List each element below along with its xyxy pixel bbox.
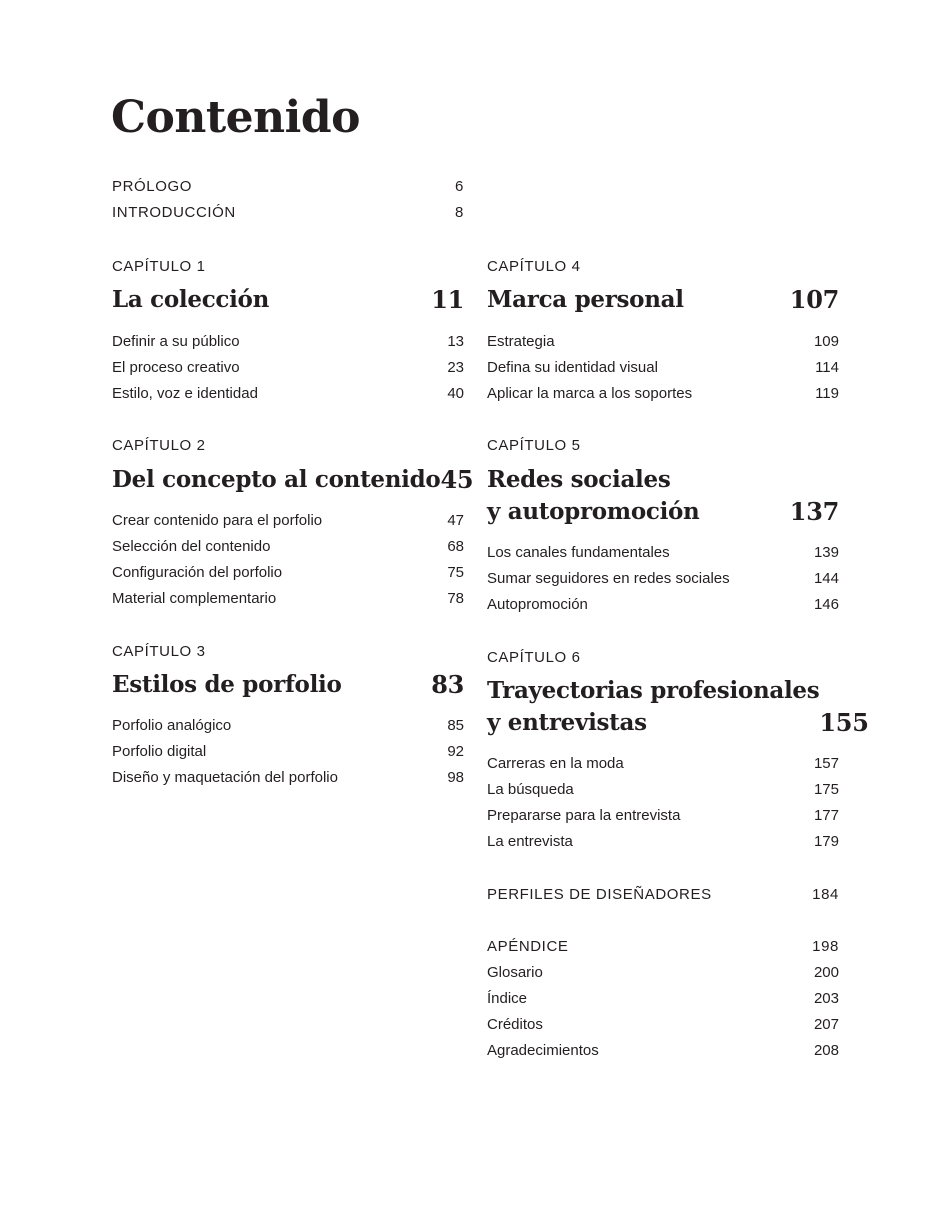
- entry-label: Configuración del porfolio: [112, 564, 283, 581]
- toc-entry[interactable]: [112, 512, 464, 530]
- chapter-page: 137: [789, 497, 839, 526]
- toc-entry[interactable]: [487, 1016, 839, 1034]
- entry-page: 92: [447, 743, 464, 760]
- toc-entry-prologo[interactable]: [112, 178, 464, 196]
- chapter-title-line: y entrevistas: [487, 709, 647, 736]
- entry-page: 109: [813, 333, 839, 350]
- toc-entry-apendice[interactable]: [487, 938, 839, 956]
- toc-entry[interactable]: [112, 333, 464, 351]
- entry-page: 78: [447, 590, 464, 607]
- toc-entry[interactable]: [487, 544, 839, 562]
- entry-page: 75: [447, 564, 464, 581]
- entry-page: 119: [815, 385, 839, 402]
- entry-label: Estilo, voz e identidad: [112, 385, 258, 402]
- entry-label: Porfolio digital: [112, 743, 207, 760]
- chapter-title-line: y autopromoción: [487, 498, 700, 525]
- entry-page: 198: [812, 938, 839, 955]
- entry-page: 13: [447, 333, 464, 350]
- entry-label: Sumar seguidores en redes sociales: [487, 570, 730, 587]
- entry-page: 114: [815, 359, 839, 376]
- toc-entry[interactable]: [487, 385, 839, 403]
- entry-label: Diseño y maquetación del porfolio: [112, 769, 338, 786]
- entry-label: Carreras en la moda: [487, 755, 624, 772]
- toc-entry[interactable]: [487, 755, 839, 773]
- entry-page: 200: [813, 964, 839, 981]
- entry-label: La entrevista: [487, 833, 573, 850]
- toc-entry[interactable]: [487, 990, 839, 1008]
- entry-label: Porfolio analógico: [112, 717, 232, 734]
- entry-label: Aplicar la marca a los soportes: [487, 385, 693, 402]
- entry-page: 144: [813, 570, 839, 587]
- chapter-page: 83: [431, 670, 464, 699]
- entry-label: INTRODUCCIÓN: [112, 204, 236, 221]
- toc-entry-perfiles[interactable]: [487, 886, 839, 904]
- toc-entry[interactable]: [487, 359, 839, 377]
- entry-page: 139: [813, 544, 839, 561]
- toc-entry[interactable]: [112, 717, 464, 735]
- entry-page: 157: [813, 755, 839, 772]
- entry-label: Selección del contenido: [112, 538, 271, 555]
- chapter-5-kicker: CAPÍTULO 5: [487, 437, 581, 454]
- toc-entry[interactable]: [487, 596, 839, 614]
- entry-label: Estrategia: [487, 333, 555, 350]
- entry-label: Índice: [487, 990, 528, 1007]
- chapter-title-line: Trayectorias profesionales: [487, 677, 820, 704]
- chapter-1-kicker: CAPÍTULO 1: [112, 258, 206, 275]
- chapter-1-title[interactable]: [112, 284, 464, 316]
- entry-label: El proceso creativo: [112, 359, 240, 376]
- chapter-title-line: Estilos de porfolio: [112, 671, 342, 698]
- entry-label: APÉNDICE: [487, 938, 569, 955]
- entry-page: 208: [813, 1042, 839, 1059]
- toc-entry[interactable]: [112, 590, 464, 608]
- entry-page: 47: [447, 512, 464, 529]
- entry-label: Defina su identidad visual: [487, 359, 658, 376]
- toc-entry-introduccion[interactable]: [112, 204, 464, 222]
- entry-page: 68: [447, 538, 464, 555]
- toc-entry[interactable]: [112, 359, 464, 377]
- toc-entry[interactable]: [112, 564, 464, 582]
- entry-page: 98: [447, 769, 464, 786]
- chapter-5-title[interactable]: [487, 464, 839, 528]
- toc-entry[interactable]: [487, 781, 839, 799]
- entry-page: 203: [813, 990, 839, 1007]
- toc-entry[interactable]: [112, 769, 464, 787]
- chapter-3-kicker: CAPÍTULO 3: [112, 643, 206, 660]
- chapter-2-kicker: CAPÍTULO 2: [112, 437, 206, 454]
- toc-entry[interactable]: [487, 964, 839, 982]
- entry-label: Prepararse para la entrevista: [487, 807, 681, 824]
- chapter-6-kicker: CAPÍTULO 6: [487, 649, 581, 666]
- entry-label: Glosario: [487, 964, 543, 981]
- entry-page: 179: [813, 833, 839, 850]
- entry-label: Crear contenido para el porfolio: [112, 512, 323, 529]
- toc-entry[interactable]: [487, 807, 839, 825]
- entry-label: Los canales fundamentales: [487, 544, 670, 561]
- entry-label: PERFILES DE DISEÑADORES: [487, 886, 712, 903]
- chapter-4-kicker: CAPÍTULO 4: [487, 258, 581, 275]
- chapter-page: 155: [819, 708, 869, 737]
- entry-page: 177: [813, 807, 839, 824]
- chapter-6-title[interactable]: [487, 675, 869, 739]
- chapter-title-line: Del concepto al contenido: [112, 466, 441, 493]
- toc-entry[interactable]: [487, 1042, 839, 1060]
- toc-entry[interactable]: [112, 538, 464, 556]
- entry-page: 175: [813, 781, 839, 798]
- entry-label: La búsqueda: [487, 781, 574, 798]
- entry-label: Material complementario: [112, 590, 277, 607]
- entry-page: 207: [813, 1016, 839, 1033]
- toc-entry[interactable]: [487, 833, 839, 851]
- chapter-4-title[interactable]: [487, 284, 839, 316]
- toc-entry[interactable]: [487, 570, 839, 588]
- chapter-page: 45: [440, 465, 474, 494]
- chapter-title-line: Redes sociales: [487, 466, 671, 493]
- chapter-page: 11: [431, 285, 464, 314]
- entry-page: 85: [447, 717, 464, 734]
- entry-page: 23: [447, 359, 464, 376]
- page-title: Contenido: [111, 92, 360, 143]
- toc-entry[interactable]: [112, 385, 464, 403]
- entry-page: 146: [813, 596, 839, 613]
- chapter-title-line: Marca personal: [487, 286, 684, 313]
- chapter-title-line: La colección: [112, 286, 270, 313]
- chapter-3-title[interactable]: [112, 669, 464, 701]
- entry-label: Créditos: [487, 1016, 543, 1033]
- entry-page: 184: [812, 886, 839, 903]
- entry-page: 6: [455, 178, 464, 195]
- entry-page: 8: [455, 204, 464, 221]
- chapter-2-title[interactable]: [112, 464, 474, 496]
- entry-label: PRÓLOGO: [112, 178, 193, 195]
- chapter-page: 107: [789, 285, 839, 314]
- toc-entry[interactable]: [487, 333, 839, 351]
- entry-label: Autopromoción: [487, 596, 588, 613]
- toc-entry[interactable]: [112, 743, 464, 761]
- entry-page: 40: [447, 385, 464, 402]
- entry-label: Agradecimientos: [487, 1042, 599, 1059]
- entry-label: Definir a su público: [112, 333, 240, 350]
